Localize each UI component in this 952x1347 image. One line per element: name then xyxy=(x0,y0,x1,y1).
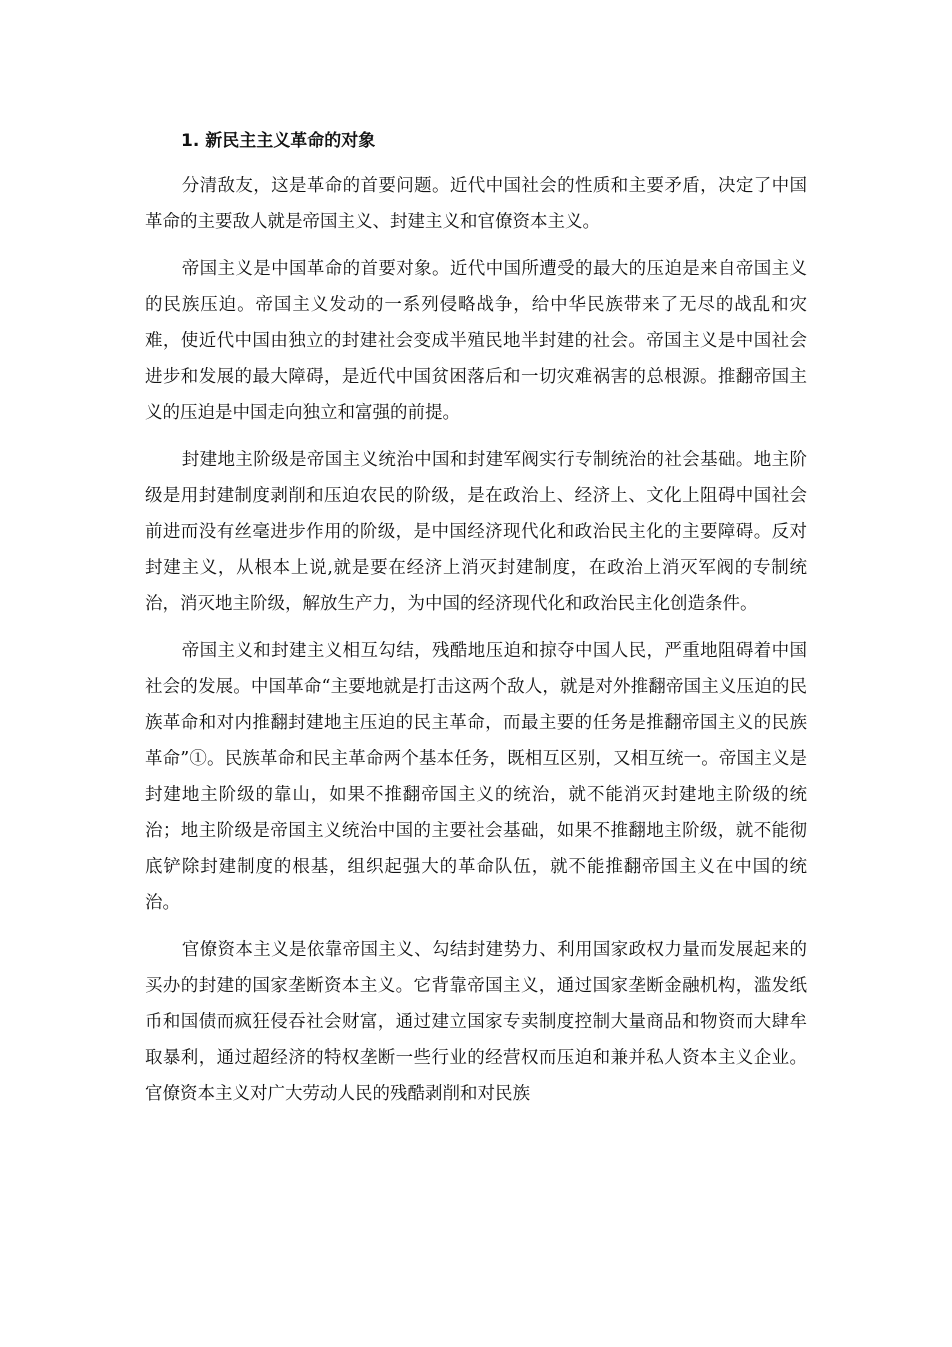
paragraph-5: 官僚资本主义是依靠帝国主义、勾结封建势力、利用国家政权力量而发展起来的买办的封建的国家垄断资本主义。它背靠帝国主义，通过国家垄断金融机构，滥发纸币和国债而疯狂侵吞社会财富，通过建立国家专卖制度控制大量商品和物资而大肆牟取暴利，通过超经济的特权垄断一些行业的经营权而压迫和兼并私人资本主义企业。官僚资本主义对广大劳动人民的残酷剥削和对民族 xyxy=(145,940,807,1104)
paragraph-4: 帝国主义和封建主义相互勾结，残酷地压迫和掠夺中国人民，严重地阻碍着中国社会的发展。中国革命“主要地就是打击这两个敌人，就是对外推翻帝国主义压迫的民族革命和对内推翻封建地主压迫的民主革命，而最主要的任务是推翻帝国主义的民族革命”①。民族革命和民主革命两个基本任务，既相互区别，又相互统一。帝国主义是封建地主阶级的靠山，如果不推翻帝国主义的统治，就不能消灭封建地主阶级的统治；地主阶级是帝国主义统治中国的主要社会基础，如果不推翻地主阶级，就不能彻底铲除封建制度的根基，组织起强大的革命队伍，就不能推翻帝国主义在中国的统治。 xyxy=(145,641,807,913)
document-body xyxy=(145,128,807,1123)
section-heading: 1. 新民主主义革命的对象 xyxy=(181,131,376,151)
paragraph-1: 分清敌友，这是革命的首要问题。近代中国社会的性质和主要矛盾，决定了中国革命的主要敌人就是帝国主义、封建主义和官僚资本主义。 xyxy=(145,176,807,232)
paragraph-2: 帝国主义是中国革命的首要对象。近代中国所遭受的最大的压迫是来自帝国主义的民族压迫。帝国主义发动的一系列侵略战争，给中华民族带来了无尽的战乱和灾难，使近代中国由独立的封建社会变成半殖民地半封建的社会。帝国主义是中国社会进步和发展的最大障碍，是近代中国贫困落后和一切灾难祸害的总根源。推翻帝国主义的压迫是中国走向独立和富强的前提。 xyxy=(145,259,807,423)
paragraph-3: 封建地主阶级是帝国主义统治中国和封建军阀实行专制统治的社会基础。地主阶级是用封建制度剥削和压迫农民的阶级，是在政治上、经济上、文化上阻碍中国社会前进而没有丝毫进步作用的阶级，是中国经济现代化和政治民主化的主要障碍。反对封建主义，从根本上说,就是要在经济上消灭封建制度，在政治上消灭军阀的专制统治，消灭地主阶级，解放生产力，为中国的经济现代化和政治民主化创造条件。 xyxy=(145,450,807,614)
